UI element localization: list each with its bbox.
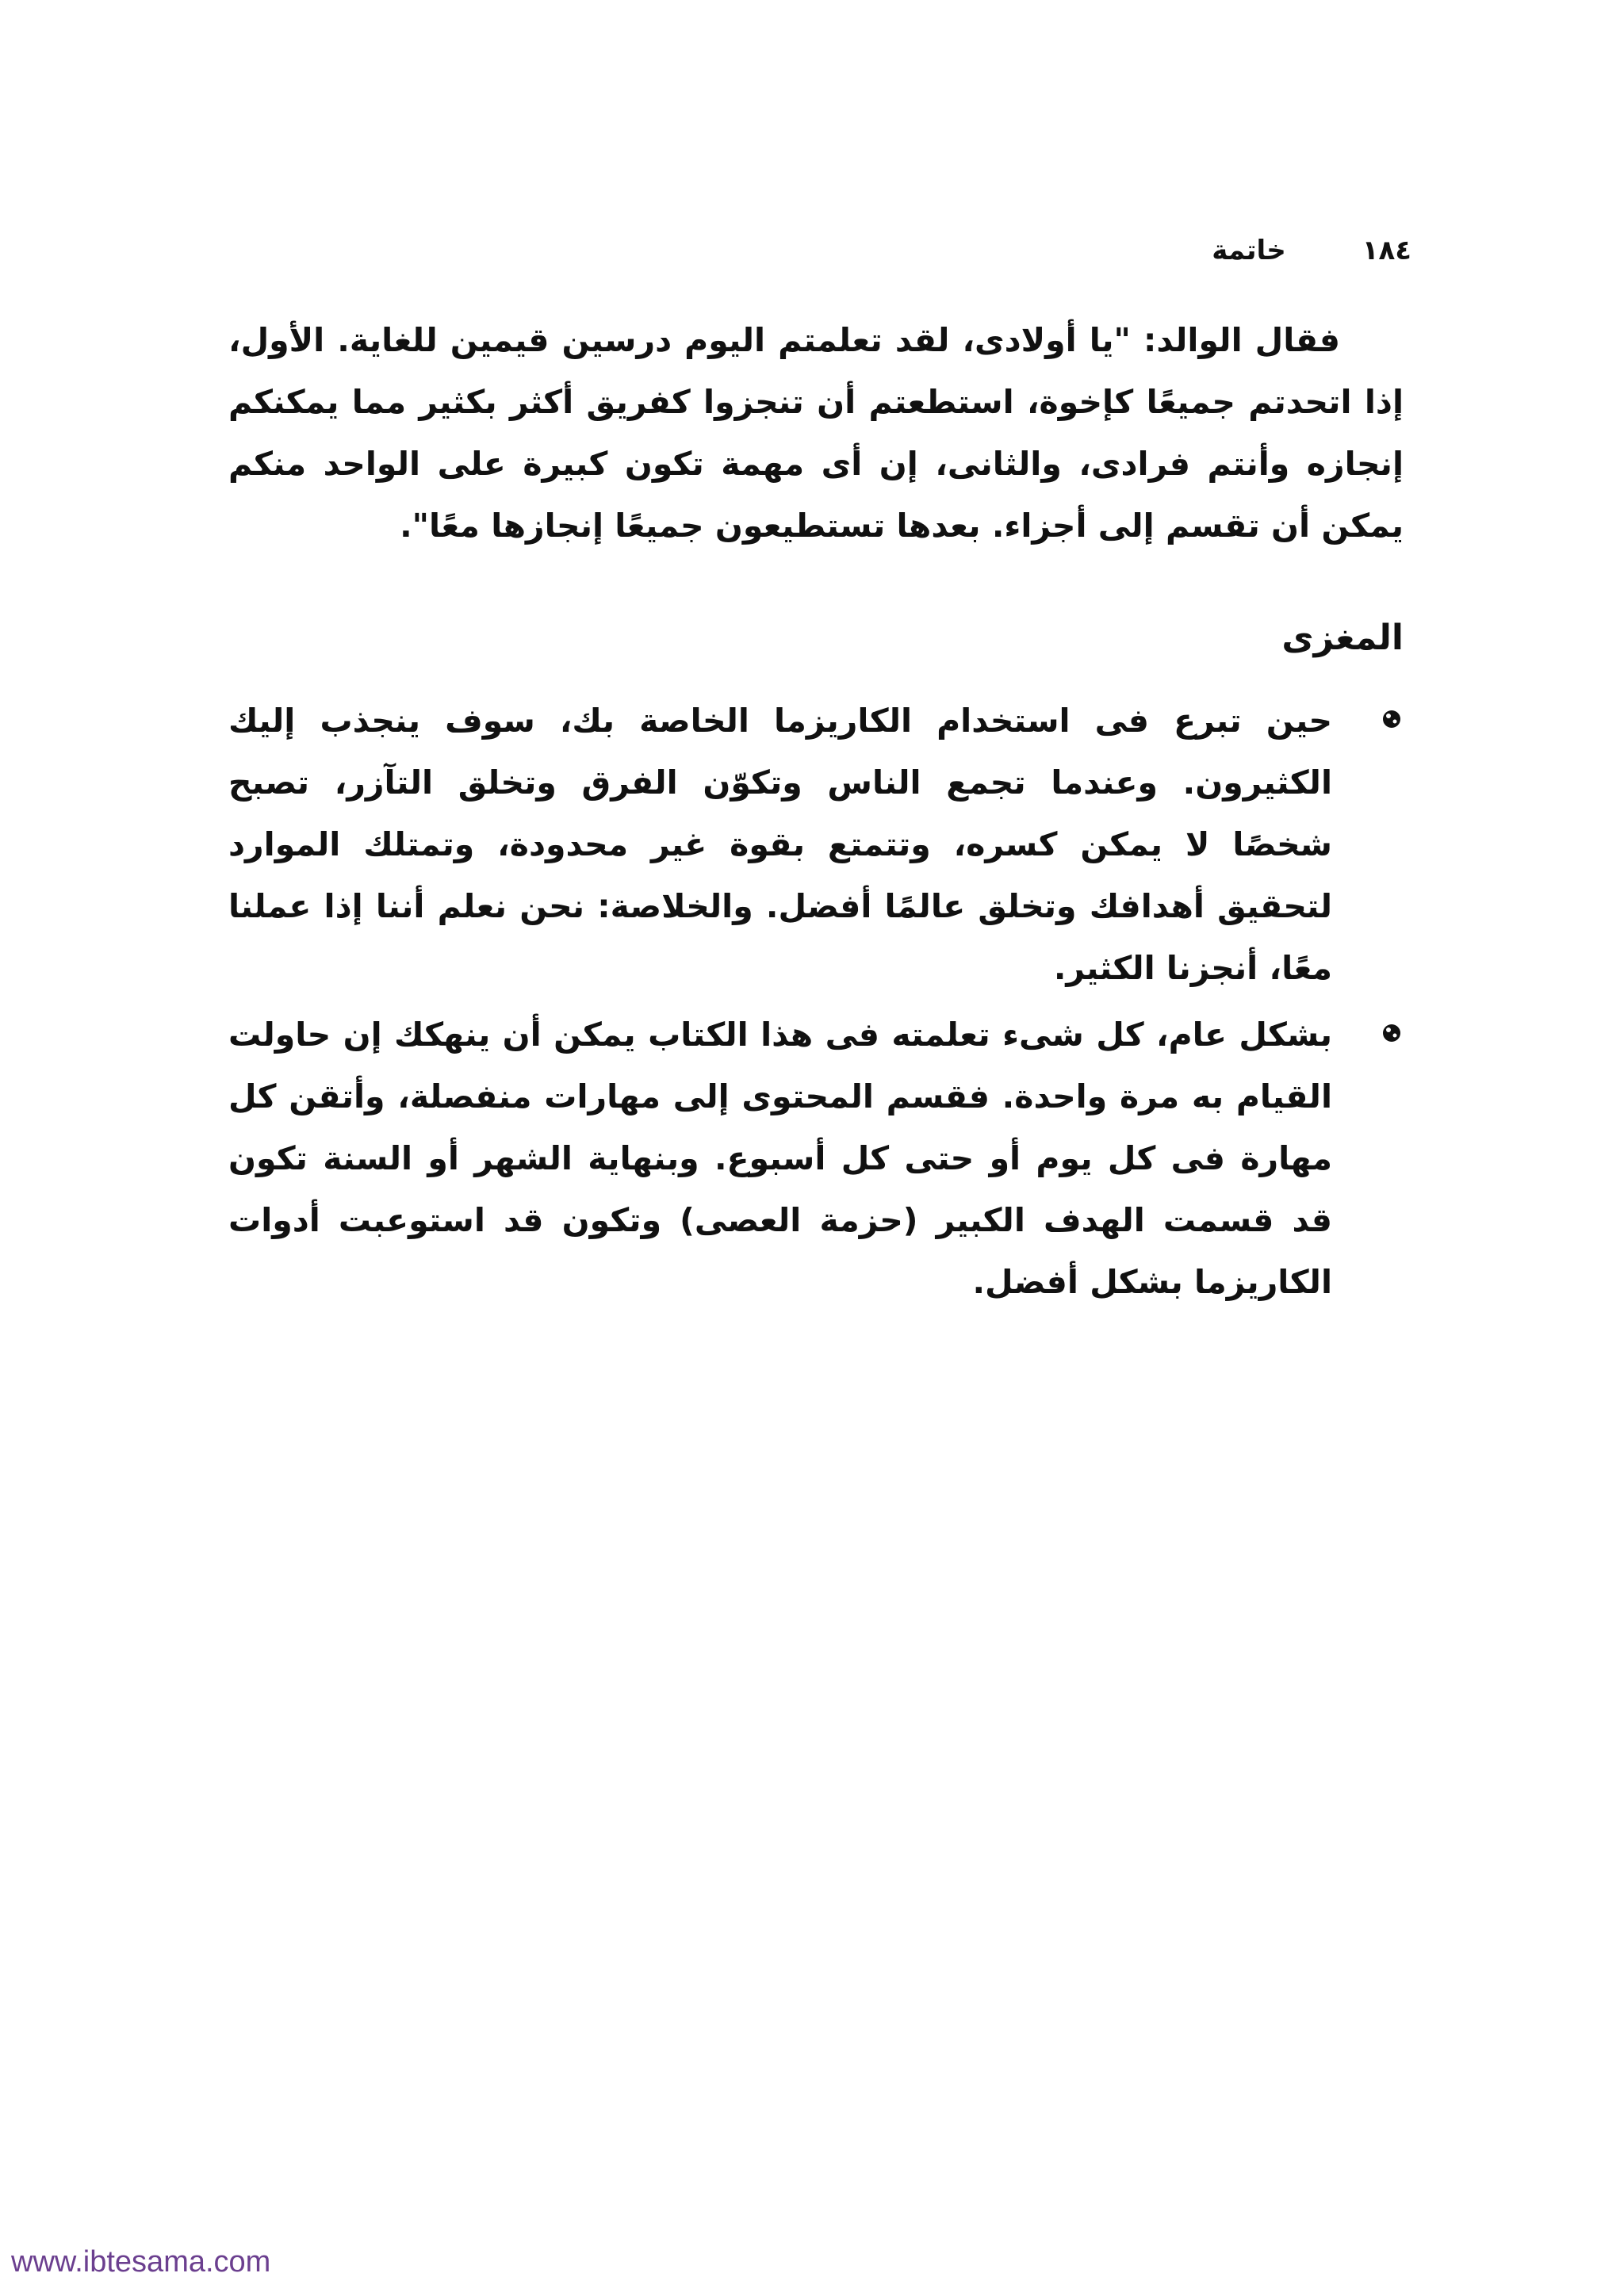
bullet-text: بشكل عام، كل شىء تعلمته فى هذا الكتاب يمكن أن ينهكك إن حاولت القيام به مرة واحدة. فقسم المحتوى إلى مهارات منفصلة، وأتقن كل مهارة فى كل يوم أو حتى كل أسبوع. وبنهاية الشهر أو السنة تكون قد قسمت الهدف الكبير (حزمة العصى) وتكون قد استوعبت أدوات الكاريزما بشكل أفضل.	[228, 1016, 1332, 1301]
bullet-item	[228, 1004, 1404, 1313]
body-paragraph: فقال الوالد: "يا أولادى، لقد تعلمتم اليوم درسين قيمين للغاية. الأول، إذا اتحدتم جميعًا كإخوة، استطعتم أن تنجزوا كفريق أكثر بكثير مما يمكنكم إنجازه وأنتم فرادى، والثانى، إن أى مهمة تكون كبيرة على الواحد منكم يمكن أن تقسم إلى أجزاء. بعدها تستطيعون جميعًا إنجازها معًا".	[228, 321, 1404, 545]
ornament-bullet-icon	[1380, 707, 1404, 731]
bullet-list	[228, 690, 1404, 1313]
chapter-title: خاتمة	[1212, 235, 1286, 266]
ornament-bullet-icon	[1380, 1021, 1404, 1045]
section-title: المغزى	[1281, 618, 1404, 658]
bullet-text: حين تبرع فى استخدام الكاريزما الخاصة بك، سوف ينجذب إليك الكثيرون. وعندما تجمع الناس وتكوّن الفرق وتخلق التآزر، تصبح شخصًا لا يمكن كسره، وتتمتع بقوة غير محدودة، وتمتلك الموارد لتحقيق أهدافك وتخلق عالمًا أفضل. والخلاصة: نحن نعلم أننا إذا عملنا معًا، أنجزنا الكثير.	[228, 702, 1332, 987]
page-number: ١٨٤	[1362, 235, 1411, 266]
page-content	[228, 309, 1404, 1318]
footer-url[interactable]: www.ibtesama.com	[11, 2245, 271, 2279]
bullet-item	[228, 690, 1404, 999]
running-header	[1212, 227, 1411, 274]
